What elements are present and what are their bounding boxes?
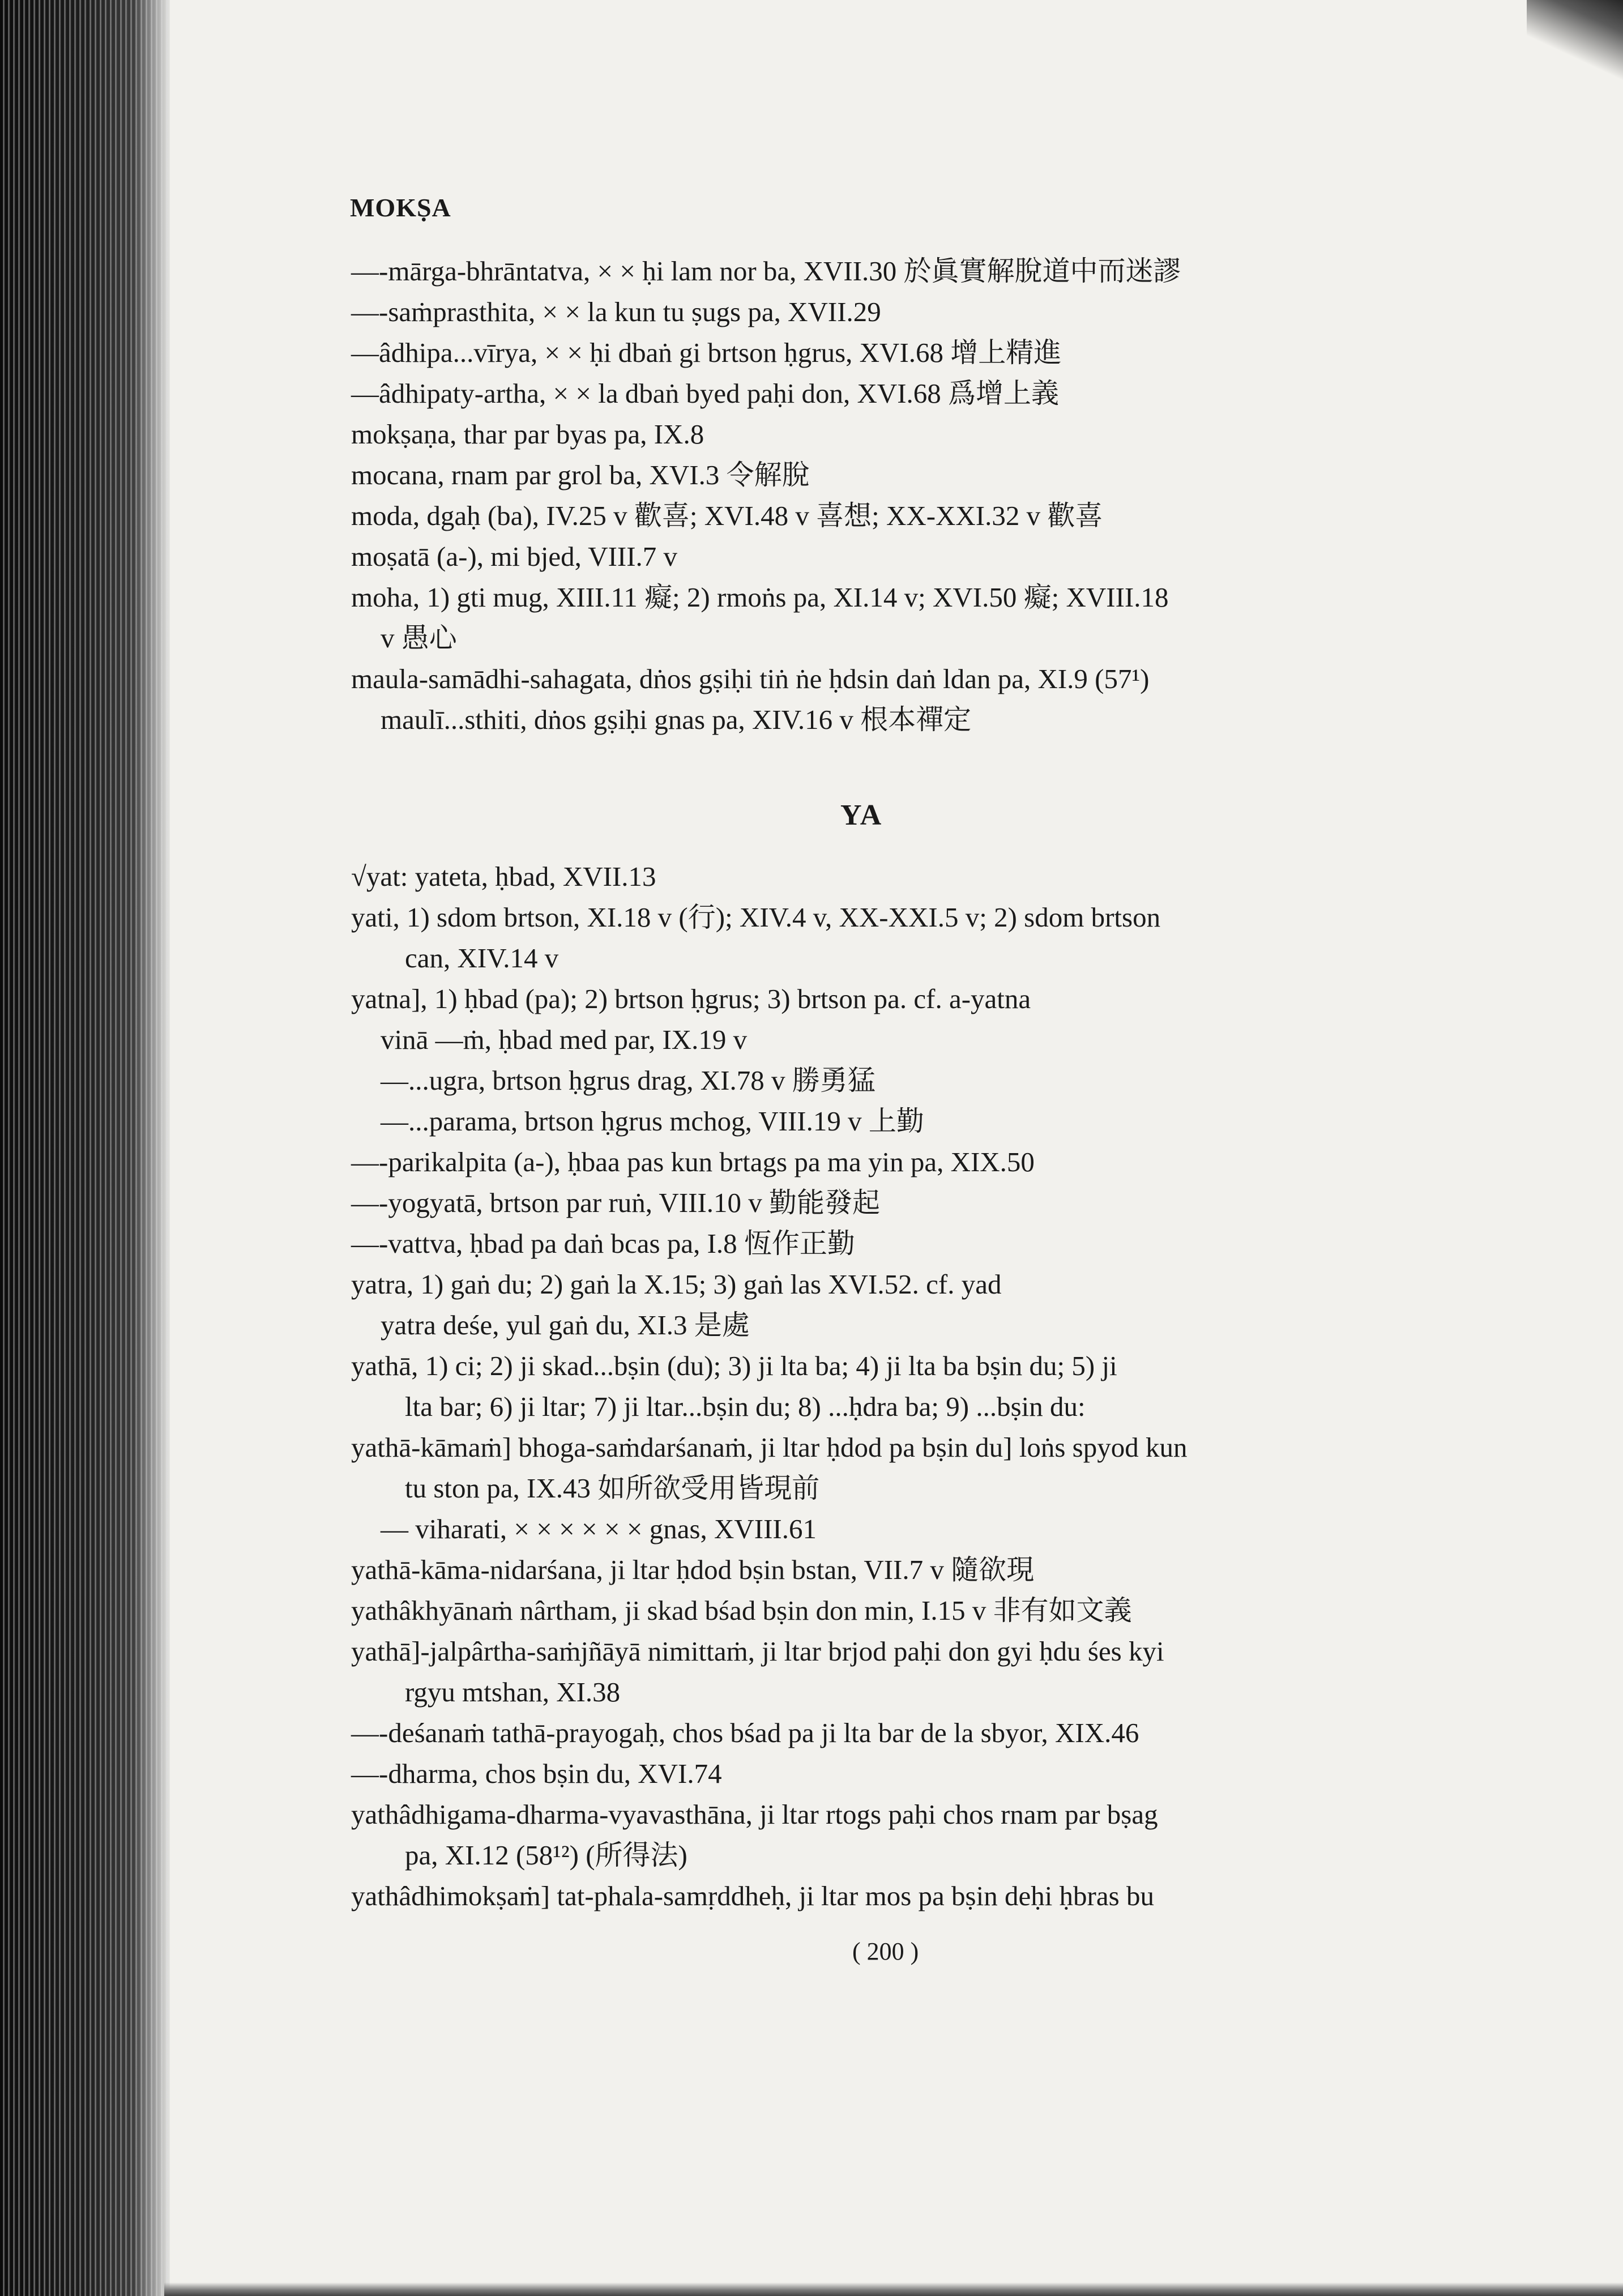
ya-heading: YA	[840, 799, 883, 831]
entry-line: yati, 1) sdom brtson, XI.18 v (行); XIV.4 v, XX-XXI.5 v; 2) sdom brtson	[351, 902, 1161, 933]
entry-subline: — viharati, × × × × × × gnas, XVIII.61	[381, 1513, 817, 1544]
entry-line: moda, dgaḥ (ba), IV.25 v 歡喜; XVI.48 v 喜想; XX-XXI.32 v 歡喜	[351, 500, 1103, 531]
moksa-entries	[351, 251, 1506, 740]
entry-line: maula-samādhi-sahagata, dṅos gṣiḥi tiṅ ṅe ḥdsin daṅ ldan pa, XI.9 (57¹)	[351, 663, 1150, 694]
entry-line: —-deśanaṁ tathā-prayogaḥ, chos bśad pa ji lta bar de la sbyor, XIX.46	[351, 1717, 1139, 1748]
section-heading: MOKṢA	[350, 193, 451, 222]
entry-line: yathâkhyānaṁ nârtham, ji skad bśad bṣin don min, I.15 v 非有如文義	[351, 1595, 1132, 1626]
entry-line: yathā, 1) ci; 2) ji skad...bṣin (du); 3) ji lta ba; 4) ji lta ba bṣin du; 5) ji	[351, 1350, 1117, 1381]
scan-corner-shadow	[1527, 0, 1623, 85]
entry-line: —-yogyatā, brtson par ruṅ, VIII.10 v 勤能發起	[351, 1187, 881, 1218]
entry-subline: yatra deśe, yul gaṅ du, XI.3 是處	[381, 1309, 750, 1341]
ya-entries	[351, 856, 1506, 1917]
entry-line: —-vattva, ḥbad pa daṅ bcas pa, I.8 恆作正勤	[351, 1228, 855, 1259]
entry-subline: —...parama, brtson ḥgrus mchog, VIII.19 v 上勤	[381, 1106, 924, 1137]
entry-continuation: pa, XI.12 (58¹²) (所得法)	[405, 1840, 687, 1871]
entry-line: —âdhipaty-artha, × × la dbaṅ byed paḥi don, XVI.68 爲增上義	[351, 378, 1060, 409]
entry-line: —-saṁprasthita, × × la kun tu ṣugs pa, XVII.29	[351, 296, 881, 327]
entry-line: —âdhipa...vīrya, × × ḥi dbaṅ gi brtson ḥgrus, XVI.68 增上精進	[351, 337, 1062, 368]
entry-continuation: rgyu mtshan, XI.38	[405, 1676, 621, 1708]
entry-line: moṣatā (a-), mi bjed, VIII.7 v	[351, 541, 678, 572]
entry-line: yathā]-jalpârtha-saṁjñāyā nimittaṁ, ji ltar brjod paḥi don gyi ḥdu śes kyi	[351, 1636, 1164, 1667]
entry-continuation: lta bar; 6) ji ltar; 7) ji ltar...bṣin du; 8) ...ḥdra ba; 9) ...bṣin du:	[405, 1391, 1086, 1422]
entry-line: yathâdhimokṣaṁ] tat-phala-samṛddheḥ, ji ltar mos pa bṣin deḥi ḥbras bu	[351, 1880, 1154, 1911]
scan-bottom-edge	[164, 2282, 1623, 2296]
entry-subline: vinā —ṁ, ḥbad med par, IX.19 v	[381, 1024, 748, 1055]
entry-line: mocana, rnam par grol ba, XVI.3 令解脫	[351, 459, 810, 490]
entry-line: moha, 1) gti mug, XIII.11 癡; 2) rmoṅs pa, XI.14 v; XVI.50 癡; XVIII.18	[351, 582, 1169, 613]
entry-line: yatna], 1) ḥbad (pa); 2) brtson ḥgrus; 3) brtson pa. cf. a-yatna	[351, 983, 1031, 1014]
entry-line: √yat: yateta, ḥbad, XVII.13	[351, 861, 656, 892]
entry-line: yatra, 1) gaṅ du; 2) gaṅ la X.15; 3) gaṅ las XVI.52. cf. yad	[351, 1269, 1002, 1300]
page-number: ( 200 )	[852, 1937, 919, 1965]
entry-line: yathā-kāmaṁ] bhoga-saṁdarśanaṁ, ji ltar ḥdod pa bṣin du] loṅs spyod kun	[351, 1432, 1188, 1463]
entry-subline: —...ugra, brtson ḥgrus drag, XI.78 v 勝勇猛	[381, 1065, 875, 1096]
entry-continuation: can, XIV.14 v	[405, 942, 559, 974]
entry-line: —-dharma, chos bṣin du, XVI.74	[351, 1758, 722, 1789]
entry-subline: maulī...sthiti, dṅos gṣiḥi gnas pa, XIV.16 v 根本禪定	[381, 704, 972, 735]
entry-continuation: v 愚心	[381, 622, 457, 654]
entry-line: yathâdhigama-dharma-vyavasthāna, ji ltar rtogs paḥi chos rnam par bṣag	[351, 1799, 1158, 1830]
book-spine-shadow	[0, 0, 170, 2296]
entry-line: —-parikalpita (a-), ḥbaa pas kun brtags pa ma yin pa, XIX.50	[351, 1146, 1035, 1177]
entry-continuation: tu ston pa, IX.43 如所欲受用皆現前	[405, 1473, 820, 1504]
entry-line: yathā-kāma-nidarśana, ji ltar ḥdod bṣin bstan, VII.7 v 隨欲現	[351, 1554, 1035, 1585]
entry-line: —-mārga-bhrāntatva, × × ḥi lam nor ba, XVII.30 於眞實解脫道中而迷謬	[351, 255, 1181, 287]
entry-line: mokṣaṇa, thar par byas pa, IX.8	[351, 419, 704, 450]
